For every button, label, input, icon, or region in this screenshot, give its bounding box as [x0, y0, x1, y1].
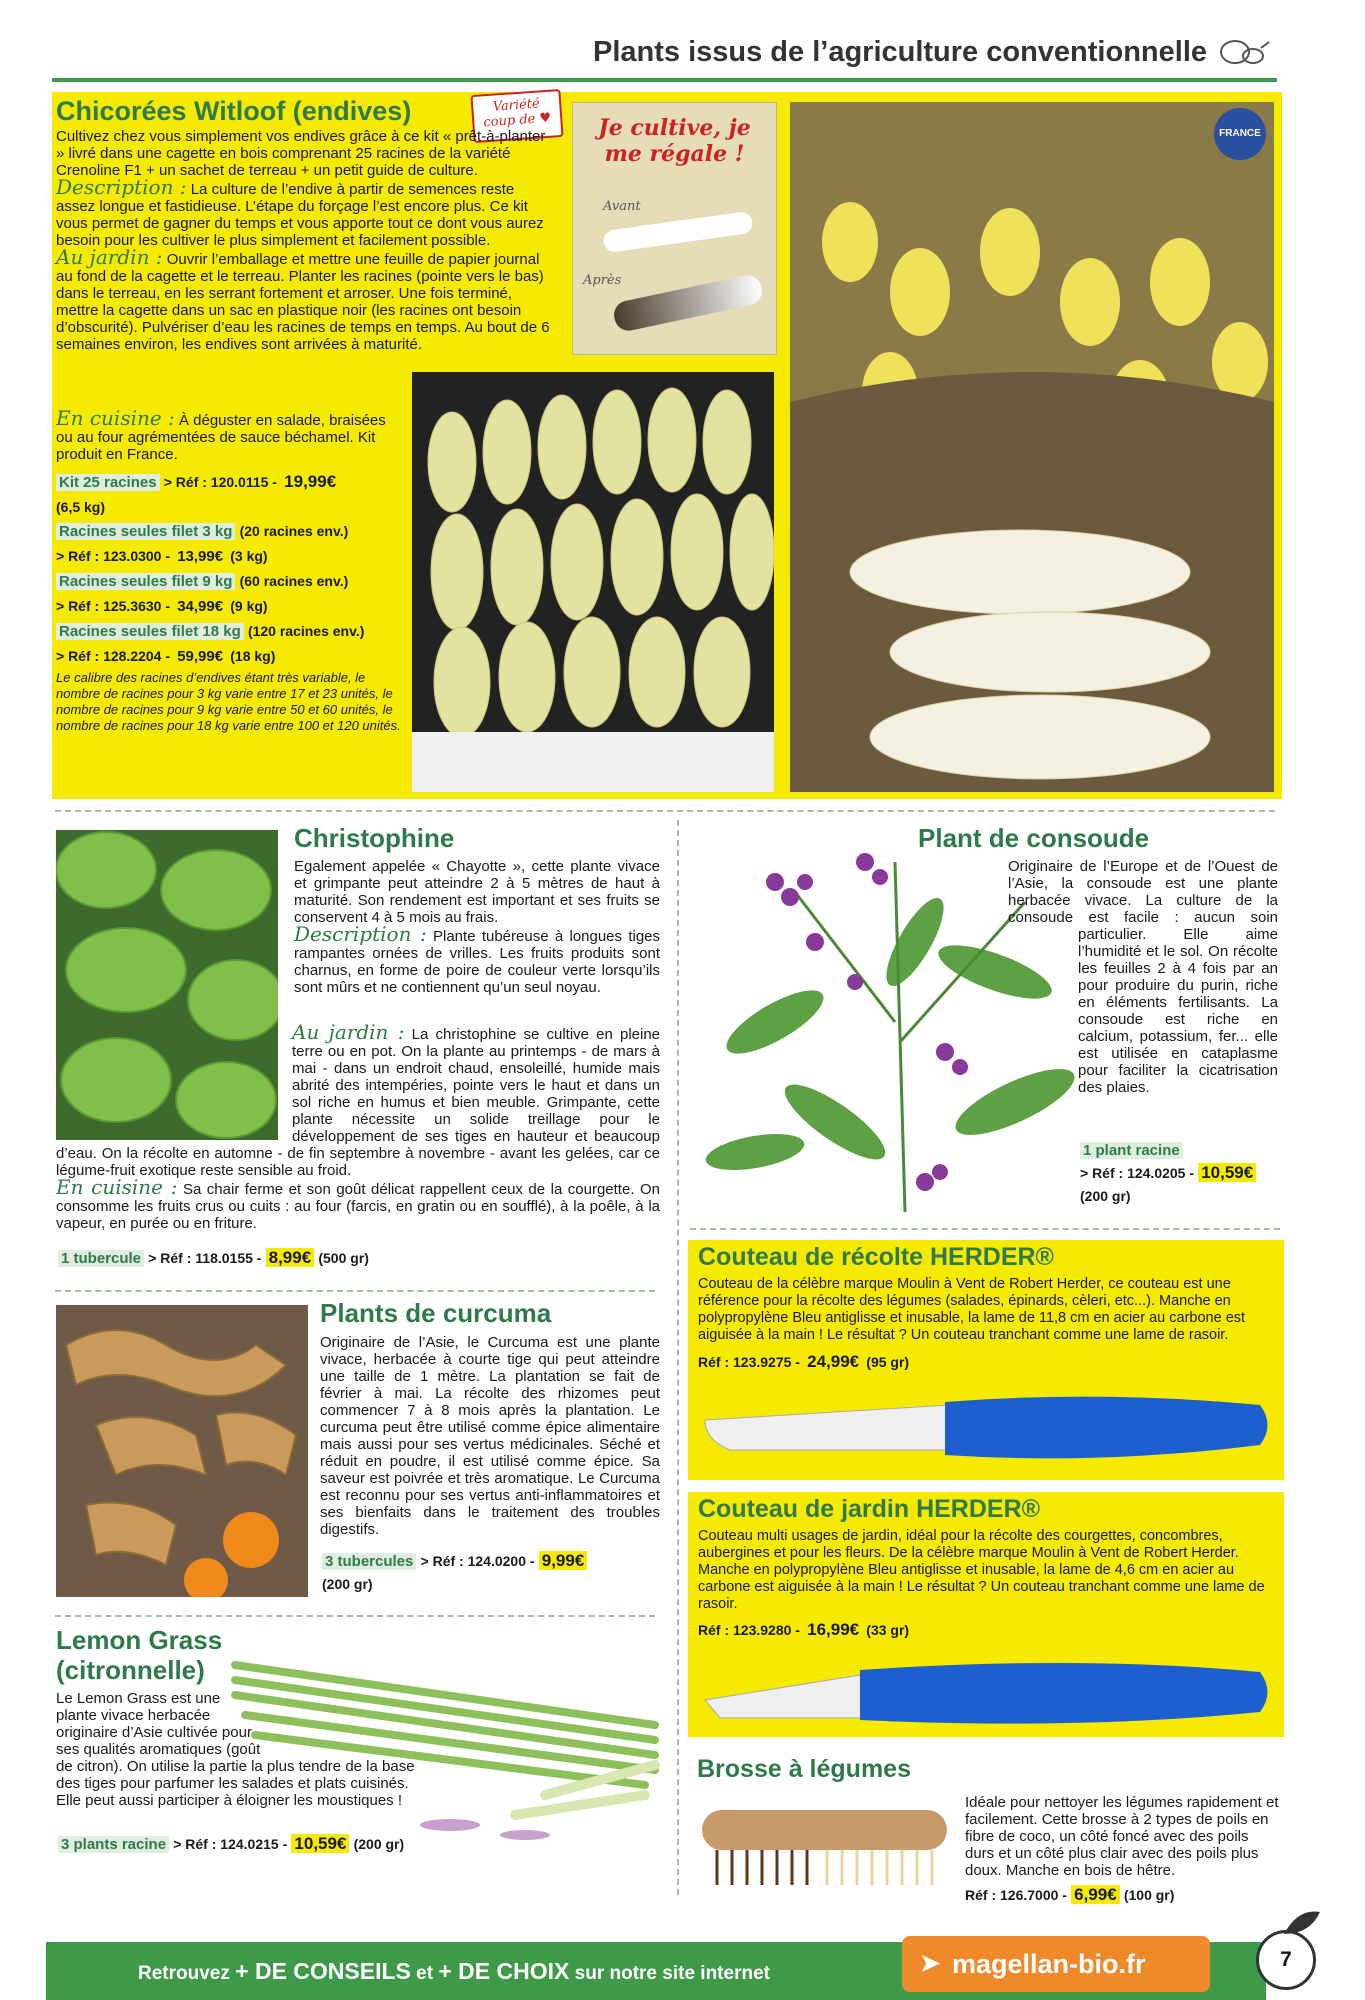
page-number: 7: [1280, 1948, 1292, 1971]
brosse-text: Idéale pour nettoyer les légumes rapidement et facilement. Cette brosse à 2 types de poils en fibre de coco, un côté foncé avec des poils durs et un côté plus clair avec des poils plus doux. Manche en bois de hêtre.: [965, 1794, 1279, 1879]
couteau-recolte-title: Couteau de récolte HERDER®: [698, 1243, 1054, 1271]
consoude-price: 1 plant racine > Réf : 124.0205 - 10,59€ (200 gr): [1080, 1140, 1256, 1207]
endives-text: [56, 128, 556, 353]
brosse-price: Réf : 126.7000 - 6,99€ (100 gr): [965, 1885, 1175, 1904]
endives-jardin: Ouvrir l’emballage et mettre une feuille de papier journal au fond de la cagette et le terreau. Planter les racines (pointe vers le bas) dans le terreau, en les serrant fortement et arroser. Une fois terminé, mettre la cagette dans un sac en plastique noir (les racines ont besoin d’obscurité). Pulvériser d’eau les racines de temps en temps. Au bout de 6 semaines environ, les endives sont arrivées à maturité.: [56, 251, 550, 353]
couteau-recolte-price: Réf : 123.9275 - 24,99€ (95 gr): [698, 1352, 910, 1371]
harvest-knife-image: [700, 1380, 1275, 1475]
curcuma-text: Originaire de l’Asie, le Curcuma est une plante vivace, herbacée à courte tige qui peut atteindre une taille de 1 mètre. La plantation se fait de février à mai. La récolte des rhizomes peut commencer 7 à 8 mois après la plantation. Le curcuma peut être utilisé comme épice alimentaire mais aussi pour ses vertus médicinales. Séché et réduit en poudre, il est utilisé comme épice. Sa saveur est poivrée et très aromatique. Le Curcuma est reconnu pour ses vertus anti-inflammatoires et ses bienfaits dans le traitement des troubles digestifs.: [320, 1334, 660, 1538]
curcuma-title: Plants de curcuma: [320, 1298, 552, 1328]
footer-text: Retrouvez + DE CONSEILS et + DE CHOIX sur notre site internet: [138, 1958, 770, 1984]
footer-banner: [46, 1942, 1266, 2000]
endives-cuisine: En cuisine : À déguster en salade, braisées ou au four agrémentées de sauce béchamel. Kit produit en France.: [56, 406, 386, 463]
couteau-jardin-title: Couteau de jardin HERDER®: [698, 1495, 1041, 1523]
endives-note: Le calibre des racines d’endives étant très variable, le nombre de racines pour 3 kg varie entre 17 et 23 unités, le nombre de racines pour 9 kg varie entre 50 et 60 unités, le nombre de racines pour 18 kg varie entre 100 et 120 unités.: [56, 670, 401, 733]
separator: [55, 810, 1275, 812]
curcuma-price: 3 tubercules > Réf : 124.0200 - 9,99€ (200 gr): [322, 1550, 587, 1595]
endives-prices: Kit 25 racines > Réf : 120.0115 - 19,99€ (6,5 kg) Racines seules filet 3 kg (20 racines env.) > Réf : 123.0300 - 13,99€ (3 kg) Racines seules filet 9 kg (60 racines env.) > Réf : 125.3630 - 34,99€ (9 kg) Racines seules filet 18 kg (120 racines env.) > Réf : 128.2204 - 59,99€ (18 kg): [56, 472, 365, 665]
website-link[interactable]: ➤ magellan-bio.fr: [902, 1936, 1210, 1992]
separator: [55, 1290, 655, 1292]
christophine-price: 1 tubercule > Réf : 118.0155 - 8,99€ (500 gr): [58, 1248, 369, 1268]
christophine-jardin: Au jardin : La christophine se cultive en pleine terre ou en pot. On la plante au printemps - de mars à mai - dans un endroit chaud, ensoleillé, humide mais abrité des intempéries, pointe vers le haut et dans un sol riche en humus et bien meuble. Grimpante, cette plante nécessite un solide treillage pour le développement de ses tiges en hauteur et beaucoup d’eau. On la récolte en automne - de fin septembre à novembre - avant les gelées, car ce légume-fruit exotique reste sensible au froid. En cuisine : Sa chair ferme et son goût délicat rappellent ceux de la courgette. On consomme les fruits crus ou cuits : au four (farcis, en gratin ou en soufflé), à la poêle, à la vapeur, en purée ou en friture.: [56, 1020, 661, 1232]
page-number-badge: [1256, 1930, 1316, 1990]
cursor-icon: ➤: [920, 1950, 941, 1977]
lemongrass-title: Lemon Grass (citronnelle): [56, 1625, 223, 1685]
lemongrass-text: Le Lemon Grass est une plante vivace herbacée originaire d’Asie cultivée pour ses qualités aromatiques (goût de citron). On utilise la partie la plus tendre de la base des tiges pour parfumer les salades et plats cuisinés. Elle peut aussi participer à éloigner les moustiques !: [56, 1690, 415, 1809]
couteau-recolte-section: [688, 1240, 1284, 1480]
separator: [677, 820, 679, 1895]
couteau-jardin-text: Couteau multi usages de jardin, idéal pour la récolte des courgettes, concombres, aubergines et pour les fleurs. De la célèbre marque Moulin à Vent de Robert Herder. Manche en polypropylène Bleu antiglisse et inusable, la lame de 4,6 cm en acier au carbone est aiguisée à la main ! Le résultat ? Un couteau tranchant comme une lame de rasoir.: [698, 1528, 1265, 1612]
couteau-jardin-price: Réf : 123.9280 - 16,99€ (33 gr): [698, 1620, 910, 1639]
brush-image: [697, 1800, 952, 1895]
endives-title: Chicorées Witloof (endives): [56, 96, 412, 126]
separator: [690, 1228, 1280, 1230]
endives-basket-photo: [790, 102, 1274, 792]
vegetables-logo-icon: [1215, 34, 1271, 70]
consoude-text: Originaire de l’Europe et de l’Ouest de l’Asie, la consoude est une plante herbacée vivace. La culture de la consoude est facile : aucun soin particulier. Elle aime l’humidité et le sol. On récolte les feuilles 2 à 4 fois par an pour produire du purin, riche en éléments fertilisants. La consoude est riche en calcium, potassium, fer... elle est utilisée en cataplasme pour faciliter la cicatrisation des plaies.: [1008, 858, 1278, 1096]
endives-section: [52, 92, 1282, 799]
couteau-jardin-section: [688, 1492, 1284, 1737]
christophine-text: Egalement appelée « Chayotte », cette plante vivace et grimpante peut atteindre 2 à 5 mètres de haut à maturité. Son rendement est important et ses fruits se conservent 4 à 5 mois au frais. Description : Plante tubéreuse à longues tiges rampantes ornées de vrilles. Les fruits produits sont charnus, en forme de poire de couleur verte lorsqu’ils sont mûrs et ne contiennent qu’un seul noyau.: [294, 858, 661, 996]
separator: [55, 1615, 655, 1617]
endives-description: La culture de l’endive à partir de semences reste assez longue et fastidieuse. L’étape du forçage l’est encore plus. Ce kit vous permet de gagner du temps et vous apporte tout ce dont vous aurez besoin pour les cultiver le plus simplement et facilement possible.: [56, 181, 544, 249]
endive-card-image: Je cultive, je me régale ! Avant Après: [572, 102, 777, 355]
endives-intro: Cultivez chez vous simplement vos endives grâce à ce kit « prêt-à-planter » livré dans une cagette en bois comprenant 25 racines de la variété Crenoline F1 + un sachet de terreau + un petit guide de culture.: [56, 128, 546, 179]
page-header: [52, 30, 1277, 82]
leaf-icon: [1282, 1908, 1322, 1938]
curcuma-photo: [56, 1305, 308, 1597]
description-label: Description :: [56, 175, 187, 199]
variete-coup-de-coeur-badge: Variété coup de ♥: [470, 89, 563, 143]
lemongrass-price: 3 plants racine > Réf : 124.0215 - 10,59€ (200 gr): [58, 1834, 404, 1854]
garden-knife-image: [700, 1650, 1275, 1732]
consoude-title: Plant de consoude: [918, 823, 1150, 853]
au-jardin-label: Au jardin :: [56, 245, 163, 269]
page-title: Plants issus de l’agriculture conventionnelle: [593, 36, 1207, 68]
brosse-title: Brosse à légumes: [697, 1755, 911, 1783]
endives-photo: [412, 372, 774, 792]
christophine-title: Christophine: [294, 823, 455, 853]
france-label-badge: FRANCE: [1214, 108, 1266, 160]
couteau-recolte-text: Couteau de la célèbre marque Moulin à Vent de Robert Herder, ce couteau est une référence pour la récolte des légumes (salades, épinards, cèleri, etc...). Manche en polypropylène Bleu antiglisse et inusable, la lame de 11,8 cm en acier au carbone est aiguisée à la main ! Le résultat ? Un couteau tranchant comme une lame de rasoir.: [698, 1276, 1246, 1343]
